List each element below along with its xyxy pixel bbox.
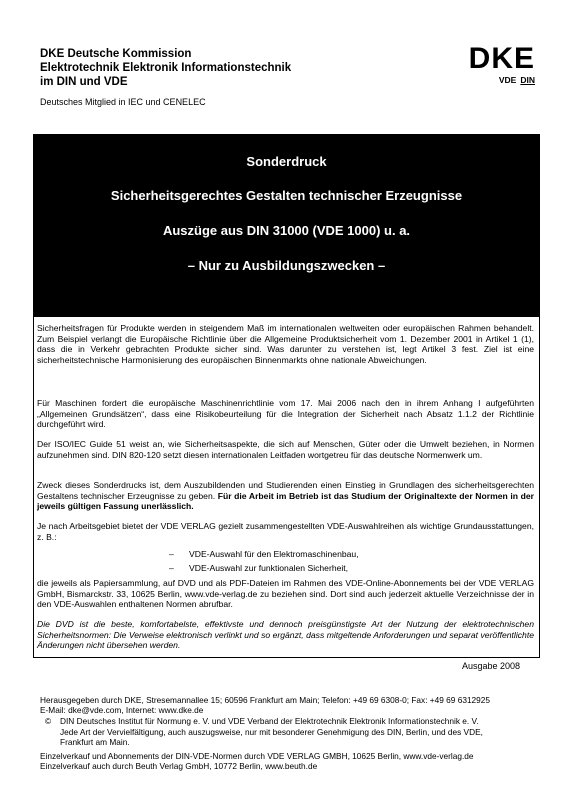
list-item-text: VDE-Auswahl für den Elektromaschinenbau, [189, 549, 359, 559]
copyright-symbol: © [45, 716, 52, 726]
paragraph-2: Für Maschinen fordert die europäische Maschinenrichtlinie vom 17. Mai 2006 nach den in ihrem Anhang I aufgeführten „Allgemeinen Grundsätzen“, dass eine Risikobeurteilung für die Integration der Sicherheit nach Absatz 1.1.2 der Richtlinie durchgeführt wird. [37, 398, 534, 430]
logo-din-text: DIN [520, 75, 535, 85]
list-item [169, 563, 348, 574]
logo-vde-text: VDE [498, 75, 517, 85]
banner-line-title: Sicherheitsgerechtes Gestalten technischer Erzeugnisse [110, 188, 463, 203]
copyright-line-2: Jede Art der Vervielfältigung, auch auszugsweise, nur mit besonderer Genehmigung des DIN, Berlin, und des VDE, [60, 726, 483, 737]
organization-header [40, 47, 291, 89]
logo-subline [443, 75, 535, 85]
copyright-line-1: DIN Deutsches Institut für Normung e. V. und VDE Verband der Elektrotechnik Elektronik Informationstechnik e. V. [60, 716, 479, 726]
paragraph-6: die jeweils als Papiersammlung, auf DVD und als PDF-Dateien im Rahmen des VDE-Online-Abonnements bei der VDE VERLAG GmbH, Bismarckstr. 33, 10625 Berlin, www.vde-verlag.de zu beziehen sind. Dort sind auch jederzeit aktuelle Verzeichnisse der in den VDE-Auswahlen enthaltenen Normen abrufbar. [37, 578, 534, 610]
paragraph-4-emphasis: Für die Arbeit im Betrieb ist das Studium der Originaltexte der Normen in der jeweils gültigen Fassung unerlässlich. [37, 490, 534, 512]
contact-line: E-Mail: dke@vde.com, Internet: www.dke.de [40, 705, 204, 715]
paragraph-4-text: Zweck dieses Sonderdrucks ist, dem Auszubildenden und Studierenden einen Einstieg in Grundlagen des sicherheitsgerechten Gestaltens technischer Erzeugnisse zu geben. [37, 480, 534, 501]
logo-dke-text: DKE [468, 42, 535, 75]
org-name-line-1: DKE Deutsche Kommission [40, 48, 192, 60]
title-banner [33, 134, 540, 316]
paragraph-1: Sicherheitsfragen für Produkte werden in steigendem Maß im internationalen weltweiten oder europäischen Rahmen behandelt. Zum Beispiel verlangt die Europäische Richtlinie über die Allgemeine Produktsicherheit vom 1. Dezember 2001 in Artikel 1 (1), dass die in Verkehr gebrachten Produkte sicher sind. Was darunter zu verstehen ist, legt Artikel 3 fest. Ziel ist eine sicherheitstechnische Harmonisierung des europäischen Binnenmarkts ohne nationale Abweichungen. [37, 323, 534, 365]
org-name-line-3: im DIN und VDE [40, 76, 128, 88]
dke-logo [443, 44, 535, 85]
sales-line-1: Einzelverkauf und Abonnements der DIN-VDE-Normen durch VDE VERLAG GMBH, 10625 Berlin, www.vde-verlag.de [40, 751, 474, 761]
list-dash: – [169, 549, 174, 559]
paragraph-5: Je nach Arbeitsgebiet bietet der VDE VERLAG gezielt zusammengestellten VDE-Auswahlreihen als wichtige Grundausstattungen, z. B.: [37, 521, 534, 542]
paragraph-4 [37, 480, 534, 512]
body-text-box [33, 316, 540, 658]
paragraph-3: Der ISO/IEC Guide 51 weist an, wie Sicherheitsaspekte, die sich auf Menschen, Güter oder die Umwelt beziehen, in Normen aufzunehmen sind. DIN 820-120 setzt diesen internationalen Leitfaden wortgetreu für das deutsche Normenwerk um. [37, 439, 534, 460]
copyright-text [60, 716, 550, 748]
list-item-text: VDE-Auswahl zur funktionalen Sicherheit, [189, 563, 349, 573]
paragraph-7: Die DVD ist die beste, komfortabelste, effektivste und dennoch preisgünstigste Art der Nutzung der elektrotechnischen Sicherheitsnormen: Die Verweise elektronisch verlinkt und so ergänzt, dass mitgeltende Anforderungen und separat veröffentlichte Änderungen nicht übersehen werden. [37, 619, 534, 651]
banner-line-special-print: Sonderdruck [246, 154, 327, 169]
copyright-line-3: Frankfurt am Main. [60, 737, 130, 747]
membership-note: Deutsches Mitglied in IEC und CENELEC [40, 97, 206, 107]
sales-line-2: Einzelverkauf auch durch Beuth Verlag GmbH, 10772 Berlin, www.beuth.de [40, 761, 318, 771]
banner-line-excerpts: Auszüge aus DIN 31000 (VDE 1000) u. a. [162, 223, 411, 238]
edition-label: Ausgabe 2008 [462, 661, 521, 671]
list-item [169, 549, 359, 560]
banner-line-training: – Nur zu Ausbildungszwecken – [187, 258, 386, 273]
publisher-line: Herausgegeben durch DKE, Stresemannallee 15; 60596 Frankfurt am Main; Telefon: +49 69 6308-0; Fax: +49 69 6312925 [40, 695, 491, 705]
list-dash: – [169, 563, 174, 573]
org-name-line-2: Elektrotechnik Elektronik Informationstechnik [40, 62, 292, 74]
